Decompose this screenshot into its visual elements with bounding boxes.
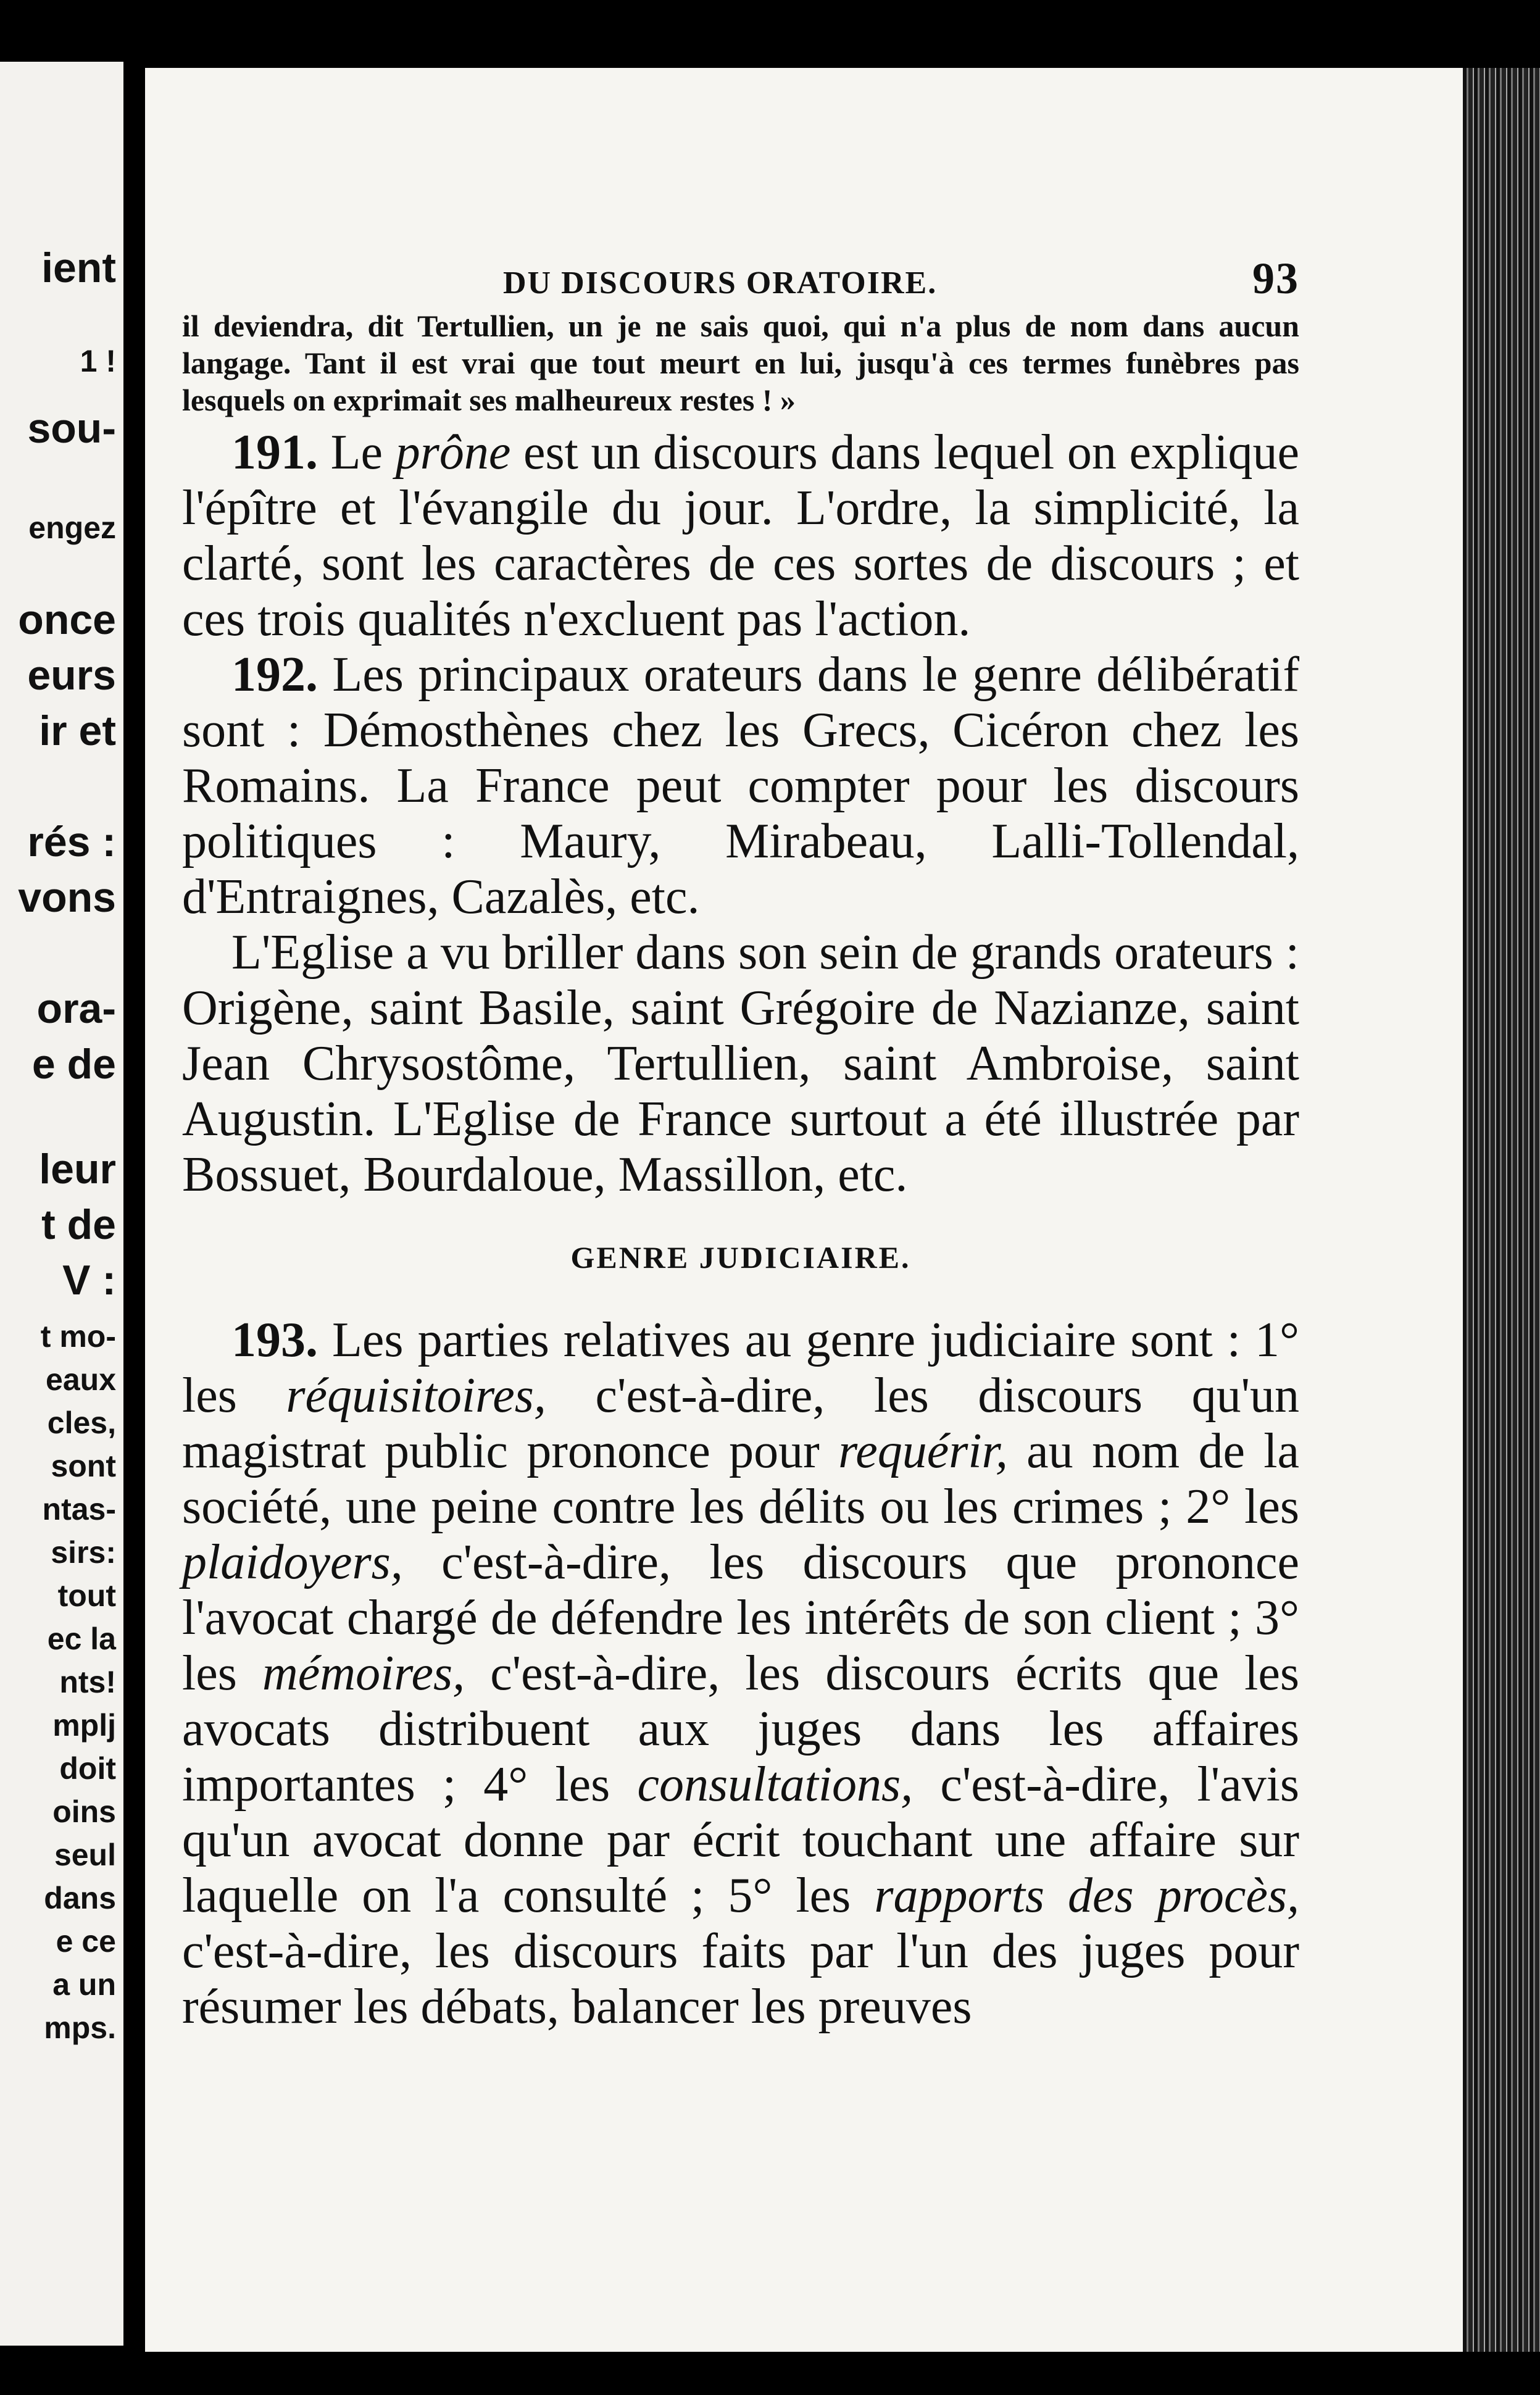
adjacent-page-fragment-text: sont — [51, 1449, 116, 1483]
adjacent-page-fragment-text: leur — [39, 1146, 116, 1193]
page-number: 93 — [1252, 254, 1299, 303]
adjacent-page-fragment-text: e de — [31, 1041, 116, 1088]
adjacent-page-fragment-text: sirs: — [51, 1535, 116, 1570]
paragraph-191 — [182, 425, 1299, 647]
italic-term: prône — [395, 425, 511, 480]
adjacent-page-fragment-text: oins — [52, 1794, 116, 1829]
text: Le — [318, 425, 396, 480]
italic-term: requérir, — [838, 1424, 1008, 1478]
paragraph-eglise: L'Eglise a vu briller dans son sein de grands orateurs : Origène, saint Basile, saint Grégoire de Nazianze, saint Jean Chrysostôme, Tertullien, saint Ambroise, saint Augustin. L'Eglise de France surtout a été illustrée par Bossuet, Bourdaloue, Massillon, etc. — [182, 925, 1299, 1202]
adjacent-page-fragment-text: t mo- — [40, 1319, 116, 1354]
italic-term: réquisitoires, — [286, 1368, 546, 1423]
adjacent-page-fragment — [0, 62, 123, 2346]
text: c'est-à-dire, les discours faits par l'un des juges pour résumer les débats, balancer les preuves — [182, 1924, 1299, 2034]
book-page — [145, 68, 1463, 2352]
paragraph-number: 192. — [231, 648, 318, 702]
italic-term: consultations, — [637, 1757, 914, 1812]
italic-term: plaidoyers, — [182, 1535, 403, 1589]
italic-term: mémoires, — [262, 1646, 465, 1701]
adjacent-page-fragment-text: cles, — [47, 1406, 116, 1440]
adjacent-page-fragment-text: a un — [52, 1967, 116, 2002]
text: c'est-à-dire, les discours qu'un magistrat public prononce pour — [182, 1368, 1299, 1478]
text: c'est-à-dire, les discours écrits que les avocats distribuent aux juges dans les affaires importantes ; 4° les — [182, 1646, 1300, 1812]
adjacent-page-fragment-text: V : — [62, 1257, 116, 1304]
text: Les principaux orateurs dans le genre délibératif sont : Démosthènes chez les Grecs, Cicéron chez les Romains. La France peut compter pour les discours politiques : Maury, Mirabeau, Lalli-Tollendal, d'Entraignes, Cazalès, etc. — [182, 648, 1299, 924]
adjacent-page-fragment-text: vons — [18, 874, 116, 921]
adjacent-page-fragment-text: eurs — [27, 652, 116, 699]
text: Les parties relatives au genre judiciaire sont : 1° les — [182, 1313, 1299, 1423]
adjacent-page-fragment-text: eaux — [46, 1362, 116, 1397]
italic-term: rapports des procès, — [874, 1868, 1300, 1923]
page-edge — [1463, 68, 1540, 2352]
adjacent-page-fragment-text: rés : — [27, 818, 116, 865]
paragraph-192 — [182, 647, 1299, 925]
adjacent-page-fragment-text: t de — [41, 1201, 116, 1248]
text: c'est-à-dire, les discours que prononce l'avocat chargé de défendre les intérêts de son client ; 3° les — [182, 1535, 1299, 1701]
adjacent-page-fragment-text: e ce — [56, 1924, 116, 1959]
text: c'est-à-dire, l'avis qu'un avocat donne par écrit touchant une affaire sur laquelle on l'a consulté ; 5° les — [182, 1757, 1300, 1923]
paragraph-number: 193. — [231, 1313, 318, 1367]
adjacent-page-fragment-text: ir et — [39, 707, 116, 754]
section-heading: GENRE JUDICIAIRE. — [570, 1240, 911, 1275]
running-title: DU DISCOURS ORATOIRE. — [503, 265, 938, 301]
adjacent-page-fragment-text: dans — [44, 1881, 116, 1915]
paragraph-193 — [182, 1312, 1299, 2035]
adjacent-page-fragment-text: seul — [54, 1838, 116, 1872]
paragraph-number: 191. — [231, 425, 318, 480]
text: est un discours dans lequel on explique l'épître et l'évangile du jour. L'ordre, la simplicité, la clarté, sont les caractères de ces sortes de discours ; et ces trois qualités n'excluent pas l'action. — [182, 425, 1299, 646]
adjacent-page-fragment-text: ntas- — [42, 1492, 116, 1527]
adjacent-page-fragment-text: engez — [28, 510, 116, 545]
adjacent-page-fragment-text: ec la — [47, 1622, 116, 1656]
running-header — [182, 253, 1299, 307]
adjacent-page-fragment-text: nts! — [59, 1665, 116, 1699]
quotation-end: il deviendra, dit Tertullien, un je ne sais quoi, qui n'a plus de nom dans aucun langage. Tant il est vrai que tout meurt en lui, jusqu'à ces termes funèbres pas lesquels on exprimait ses malheureux restes ! » — [182, 309, 1299, 417]
adjacent-page-fragment-text: ient — [41, 244, 116, 291]
adjacent-page-fragment-text: mplj — [52, 1708, 116, 1743]
adjacent-page-fragment-text: doit — [59, 1751, 116, 1786]
adjacent-page-fragment-text: ora- — [36, 985, 116, 1032]
adjacent-page-fragment-text: 1 ! — [80, 344, 116, 378]
page-text — [182, 253, 1299, 2035]
adjacent-page-fragment-text: tout — [57, 1578, 116, 1613]
adjacent-page-fragment-text: sou- — [27, 405, 116, 452]
adjacent-page-fragment-text: mps. — [44, 2010, 116, 2045]
text: au nom de la société, une peine contre les délits ou les crimes ; 2° les — [182, 1424, 1299, 1534]
adjacent-page-fragment-text: once — [18, 596, 116, 643]
